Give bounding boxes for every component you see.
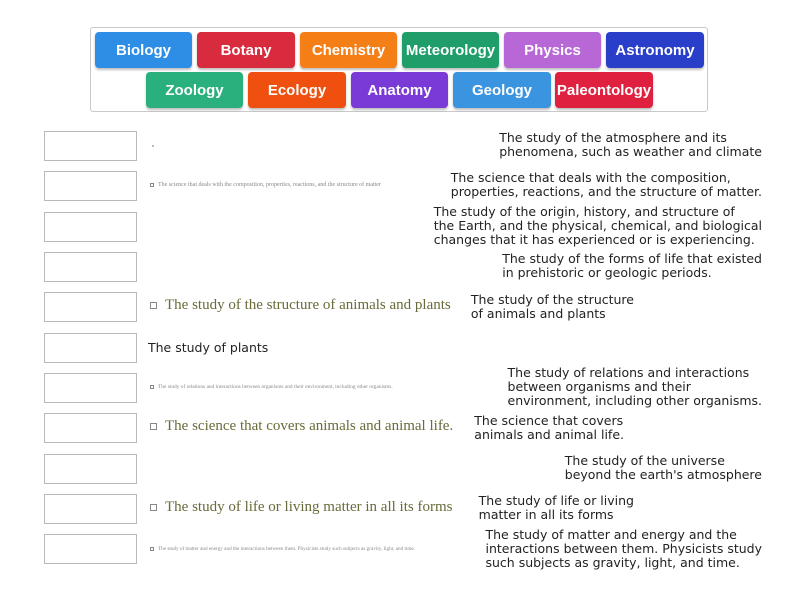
tile-paleontology[interactable]: Paleontology <box>555 72 653 108</box>
drop-slot-8[interactable] <box>44 413 137 443</box>
tile-physics[interactable]: Physics <box>504 32 601 68</box>
description-7: The study of relations and interactions between organisms and their environment, including other organisms. <box>507 365 762 408</box>
drop-slot-9[interactable] <box>44 454 137 484</box>
tile-geology[interactable]: Geology <box>453 72 551 108</box>
tile-chemistry[interactable]: Chemistry <box>300 32 397 68</box>
image-physics-definition: The study of matter and energy and the interactions between them. Physicists study such subjects as gravity, light, and time. <box>150 546 415 552</box>
description-9: The study of the universe beyond the earth's atmosphere <box>564 453 762 482</box>
description-3: The study of the origin, history, and structure of the Earth, and the physical, chemical, and biological changes that it has experienced or is experiencing. <box>433 204 762 247</box>
drop-slot-6[interactable] <box>44 333 137 363</box>
description-8: The science that covers animals and animal life. <box>474 413 624 442</box>
drop-slot-11[interactable] <box>44 534 137 564</box>
description-2: The science that deals with the composition, properties, reactions, and the structure of matter. <box>450 170 762 199</box>
image-ecology-definition: The study of relations and interactions between organisms and their environment, including other organisms. <box>150 384 393 390</box>
description-11: The study of matter and energy and the interactions between them. Physicists study such subjects as gravity, light, and time. <box>485 527 762 570</box>
description-4: The study of the forms of life that existed in prehistoric or geologic periods. <box>502 251 762 280</box>
tile-anatomy[interactable]: Anatomy <box>351 72 448 108</box>
tile-ecology[interactable]: Ecology <box>248 72 346 108</box>
text-botany-definition: The study of plants <box>148 340 269 355</box>
description-10: The study of life or living matter in all its forms <box>478 493 634 522</box>
image-anatomy-definition: The study of the structure of animals and plants <box>150 297 451 314</box>
image-dot <box>152 145 154 147</box>
image-zoology-definition: The science that covers animals and animal life. <box>150 418 453 435</box>
tile-biology[interactable]: Biology <box>95 32 192 68</box>
drop-slot-5[interactable] <box>44 292 137 322</box>
drop-slot-7[interactable] <box>44 373 137 403</box>
tile-botany[interactable]: Botany <box>197 32 295 68</box>
image-biology-definition: The study of life or living matter in all its forms <box>150 499 452 516</box>
tile-astronomy[interactable]: Astronomy <box>606 32 704 68</box>
drop-slot-1[interactable] <box>44 131 137 161</box>
drop-slot-10[interactable] <box>44 494 137 524</box>
description-5: The study of the structure of animals and plants <box>470 292 634 321</box>
tile-zoology[interactable]: Zoology <box>146 72 243 108</box>
description-1: The study of the atmosphere and its phenomena, such as weather and climate <box>499 130 762 159</box>
drop-slot-3[interactable] <box>44 212 137 242</box>
drop-slot-4[interactable] <box>44 252 137 282</box>
drop-slot-2[interactable] <box>44 171 137 201</box>
image-chemistry-definition: The science that deals with the composition, properties, reactions, and the structure of matter <box>150 182 381 188</box>
tile-meteorology[interactable]: Meteorology <box>402 32 499 68</box>
